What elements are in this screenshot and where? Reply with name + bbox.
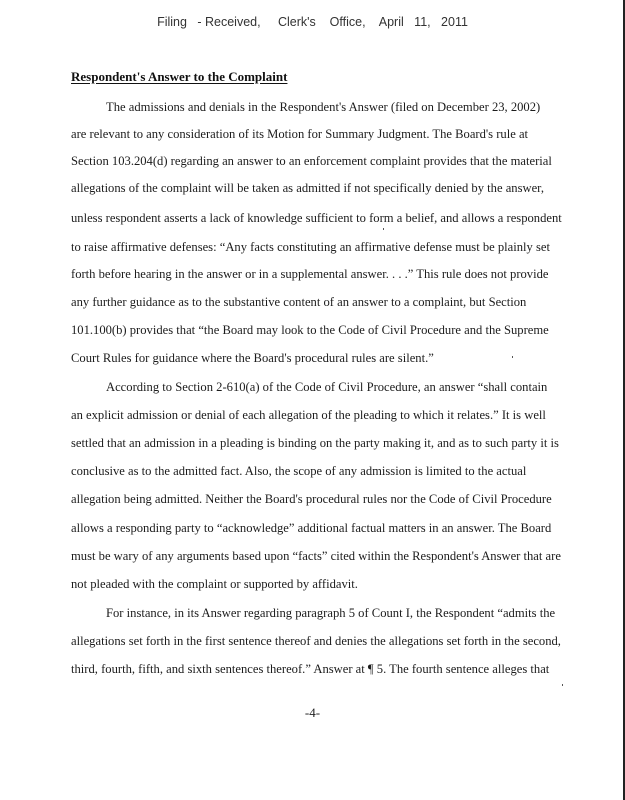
scan-speck xyxy=(383,228,384,230)
body-line: are relevant to any consideration of its Motion for Summary Judgment. The Board's rule at xyxy=(71,127,529,141)
body-line: any further guidance as to the substantive content of an answer to a complaint, but Section xyxy=(71,295,527,309)
body-line: Section 103.204(d) regarding an answer to an enforcement complaint provides that the material xyxy=(71,154,552,168)
body-line: allegations set forth in the first sentence thereof and denies the allegations set forth in the second, xyxy=(71,634,561,648)
scan-speck xyxy=(562,684,563,686)
body-line: must be wary of any arguments based upon “facts” cited within the Respondent's Answer that are xyxy=(71,549,561,563)
section-heading: Respondent's Answer to the Complaint xyxy=(71,69,288,84)
body-line: Court Rules for guidance where the Board's procedural rules are silent.” xyxy=(71,351,434,365)
body-line: forth before hearing in the answer or in a supplemental answer. . . .” This rule does not provide xyxy=(71,267,549,281)
page-number: -4- xyxy=(304,705,321,720)
body-line: allegation being admitted. Neither the Board's procedural rules nor the Code of Civil Procedure xyxy=(71,492,552,506)
body-line: The admissions and denials in the Respondent's Answer (filed on December 23, 2002) xyxy=(106,100,541,114)
body-line: 101.100(b) provides that “the Board may look to the Code of Civil Procedure and the Supreme xyxy=(71,323,549,337)
scan-speck xyxy=(512,356,513,358)
body-line: conclusive as to the admitted fact. Also, the scope of any admission is limited to the actual xyxy=(71,464,527,478)
body-line: not pleaded with the complaint or supported by affidavit. xyxy=(71,577,358,591)
body-line: third, fourth, fifth, and sixth sentences thereof.” Answer at ¶ 5. The fourth sentence alleges that xyxy=(71,662,550,676)
body-line: For instance, in its Answer regarding paragraph 5 of Count I, the Respondent “admits the xyxy=(106,606,556,620)
body-line: settled that an admission in a pleading is binding on the party making it, and as to such party it is xyxy=(71,436,559,450)
body-line: allows a responding party to “acknowledge” additional factual matters in an answer. The Board xyxy=(71,521,552,535)
body-line: According to Section 2-610(a) of the Code of Civil Procedure, an answer “shall contain xyxy=(106,380,548,394)
filing-stamp: Filing - Received, Clerk's Office, April 11, 2011 xyxy=(157,15,468,29)
body-line: to raise affirmative defenses: “Any facts constituting an affirmative defense must be plainly set xyxy=(71,240,550,254)
body-line: an explicit admission or denial of each allegation of the pleading to which it relates.” It is well xyxy=(71,408,546,422)
body-line: allegations of the complaint will be taken as admitted if not specifically denied by the answer, xyxy=(71,181,545,195)
body-line: unless respondent asserts a lack of knowledge sufficient to form a belief, and allows a respondent xyxy=(71,211,562,225)
